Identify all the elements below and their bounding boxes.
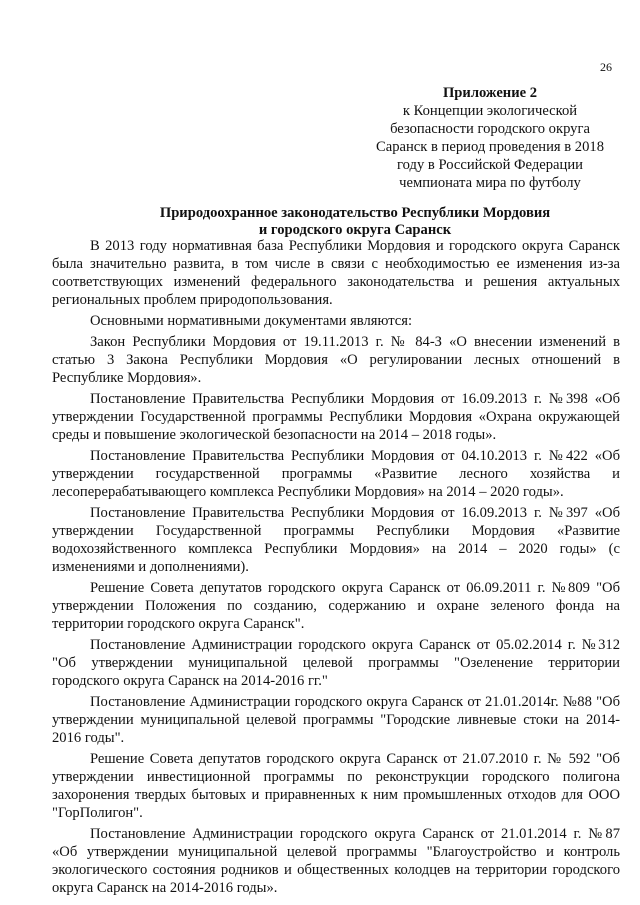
appendix-line: безопасности городского округа [390,121,590,137]
appendix-line: к Концепции экологической [402,103,578,119]
paragraph: Решение Совета депутатов городского округа Саранск от 21.07.2010 г. № 592 "Об утверждении инвестиционной программы по реконструкции городского полигона захоронения твердых бытовых и приравненных к ним промышленных отходов для ООО "ГорПолигон". [52,751,620,821]
paragraph: Постановление Администрации городского округа Саранск от 21.01.2014г. №88 "Об утверждении муниципальной целевой программы "Городские ливневые стоки на 2014-2016 годы". [52,694,620,746]
appendix-header [350,84,630,192]
paragraph: В 2013 году нормативная база Республики Мордовия и городского округа Саранск была значительно развита, в том числе в связи с необходимостью ее изменения из-за соответствующих изменений федерального законодательства и решения актуальных региональных проблем природопользования. [52,238,620,308]
paragraph: Постановление Правительства Республики Мордовия от 04.10.2013 г. №422 «Об утверждении государственной программы «Развитие лесного хозяйства и лесоперерабатывающего комплекса Республики Мордовия» на 2014 – 2020 годы». [52,448,620,500]
paragraph: Постановление Администрации городского округа Саранск от 21.01.2014 г. №87 «Об утверждении муниципальной целевой программы "Благоустройство и контроль экологического состояния родников и общественных колодцев на территории городского округа Саранск на 2014-2016 годы». [52,826,620,896]
page-number: 26 [600,60,612,74]
document-body [52,237,620,900]
paragraph: Постановление Правительства Республики Мордовия от 16.09.2013 г. №397 «Об утверждении Государственной программы Республики Мордовия «Развитие водохозяйственного комплекса Республики Мордовия» на 2014 – 2020 годы» (с изменениями и дополнениями). [52,505,620,575]
appendix-line: чемпионата мира по футболу [399,175,581,191]
appendix-line: году в Российской Федерации [397,157,583,173]
paragraph: Постановление Правительства Республики Мордовия от 16.09.2013 г. №398 «Об утверждении Государственной программы Республики Мордовия «Охрана окружающей среды и повышение экологической безопасности на 2014 – 2018 годы». [52,391,620,443]
appendix-title: Приложение 2 [442,85,538,101]
paragraph: Постановление Администрации городского округа Саранск от 05.02.2014 г. №312 "Об утверждении муниципальной целевой программы "Озеленение территории городского округа Саранск на 2014-2016 гг." [52,637,620,689]
section-heading [85,205,625,239]
paragraph: Основными нормативными документами являются: [90,313,413,329]
heading-line: Природоохранное законодательство Республики Мордовия [159,205,551,221]
heading-line: и городского округа Саранск [258,222,452,238]
appendix-line: Саранск в период проведения в 2018 [376,139,604,155]
paragraph: Решение Совета депутатов городского округа Саранск от 06.09.2011 г. №809 "Об утверждении Положения по созданию, содержанию и охране зеленого фонда на территории городского округа Саранск". [52,580,620,632]
paragraph: Закон Республики Мордовия от 19.11.2013 г. № 84-З «О внесении изменений в статью 3 Закона Республики Мордовия «О регулировании лесных отношений в Республике Мордовия». [52,334,620,386]
